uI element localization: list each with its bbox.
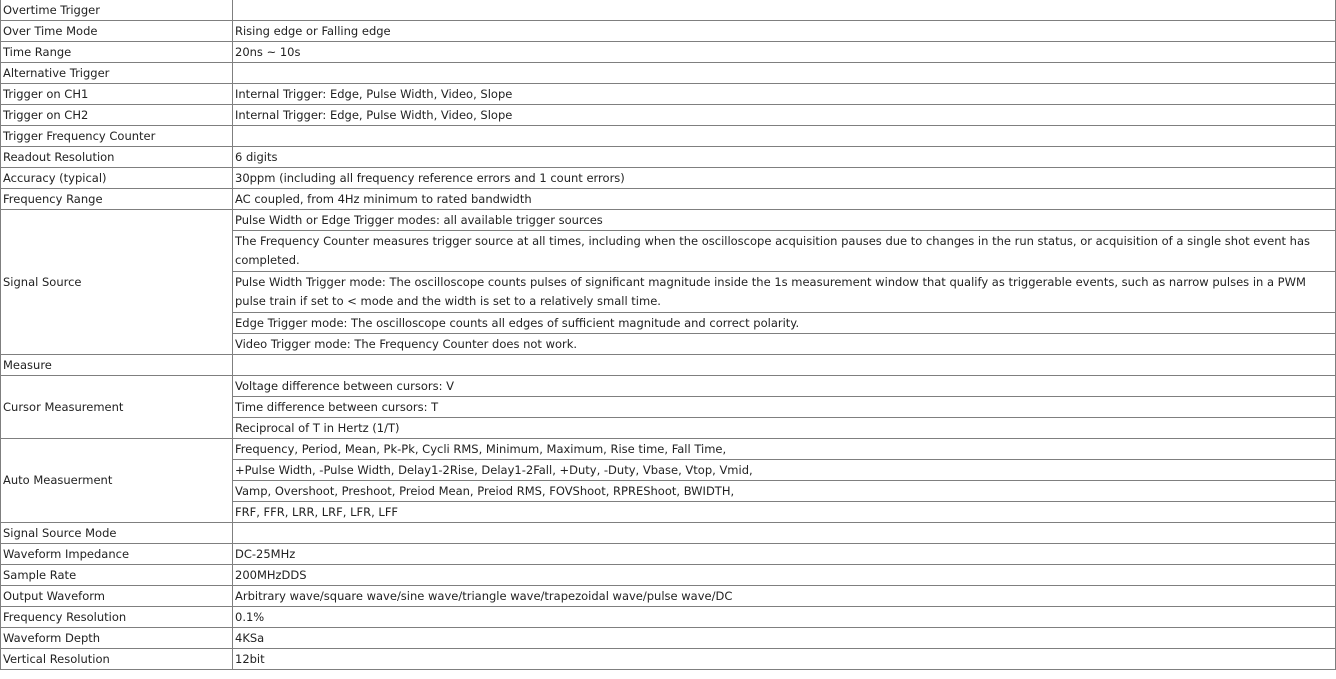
spec-label-cell: Time Range	[1, 42, 233, 63]
spec-label-cell: Cursor Measurement	[1, 376, 233, 439]
table-row	[1, 544, 1336, 565]
spec-value-cell: AC coupled, from 4Hz minimum to rated bandwidth	[233, 189, 1336, 210]
spec-value-cell: 12bit	[233, 649, 1336, 670]
spec-label-cell: Frequency Range	[1, 189, 233, 210]
spec-label-cell: Trigger on CH1	[1, 84, 233, 105]
spec-label-cell: Trigger on CH2	[1, 105, 233, 126]
spec-value-cell: Reciprocal of T in Hertz (1/T)	[233, 418, 1336, 439]
table-row	[1, 147, 1336, 168]
spec-value-cell: Rising edge or Falling edge	[233, 21, 1336, 42]
spec-value-cell: Pulse Width or Edge Trigger modes: all available trigger sources	[233, 210, 1336, 231]
spec-value-cell: 6 digits	[233, 147, 1336, 168]
spec-label-cell: Measure	[1, 355, 233, 376]
table-row	[1, 210, 1336, 231]
spec-label-cell: Output Waveform	[1, 586, 233, 607]
spec-label-cell: Readout Resolution	[1, 147, 233, 168]
spec-value-cell: 20ns ~ 10s	[233, 42, 1336, 63]
table-row	[1, 376, 1336, 397]
spec-label-cell: Accuracy (typical)	[1, 168, 233, 189]
spec-value-cell: Time difference between cursors: T	[233, 397, 1336, 418]
table-row	[1, 63, 1336, 84]
table-row	[1, 355, 1336, 376]
spec-value-cell: Vamp, Overshoot, Preshoot, Preiod Mean, Preiod RMS, FOVShoot, RPREShoot, BWIDTH,	[233, 481, 1336, 502]
spec-label-cell: Vertical Resolution	[1, 649, 233, 670]
spec-value-cell	[233, 355, 1336, 376]
spec-value-cell: Pulse Width Trigger mode: The oscilloscope counts pulses of significant magnitude inside the 1s measurement window that qualify as triggerable events, such as narrow pulses in a PWM pulse train if set to < mode and the width is set to a relatively small time.	[233, 272, 1336, 313]
spec-value-cell: Internal Trigger: Edge, Pulse Width, Video, Slope	[233, 105, 1336, 126]
spec-label-cell: Signal Source Mode	[1, 523, 233, 544]
spec-value-cell: Voltage difference between cursors: V	[233, 376, 1336, 397]
table-row	[1, 586, 1336, 607]
spec-value-cell: Video Trigger mode: The Frequency Counter does not work.	[233, 334, 1336, 355]
spec-label-cell: Waveform Depth	[1, 628, 233, 649]
spec-label-cell: Over Time Mode	[1, 21, 233, 42]
spec-value-cell	[233, 523, 1336, 544]
table-row	[1, 565, 1336, 586]
spec-label-cell: Sample Rate	[1, 565, 233, 586]
table-row	[1, 168, 1336, 189]
table-row	[1, 523, 1336, 544]
spec-value-cell: FRF, FFR, LRR, LRF, LFR, LFF	[233, 502, 1336, 523]
spec-value-cell: 200MHzDDS	[233, 565, 1336, 586]
spec-label-cell: Alternative Trigger	[1, 63, 233, 84]
table-row	[1, 628, 1336, 649]
spec-value-cell	[233, 126, 1336, 147]
spec-label-cell: Frequency Resolution	[1, 607, 233, 628]
spec-value-cell: 0.1%	[233, 607, 1336, 628]
table-row	[1, 84, 1336, 105]
table-row	[1, 105, 1336, 126]
table-row	[1, 0, 1336, 21]
spec-label-cell: Overtime Trigger	[1, 0, 233, 21]
spec-value-cell: +Pulse Width, -Pulse Width, Delay1-2Rise, Delay1-2Fall, +Duty, -Duty, Vbase, Vtop, Vmid,	[233, 460, 1336, 481]
spec-value-cell: The Frequency Counter measures trigger source at all times, including when the oscilloscope acquisition pauses due to changes in the run status, or acquisition of a single shot event has completed.	[233, 231, 1336, 272]
spec-value-cell: Arbitrary wave/square wave/sine wave/triangle wave/trapezoidal wave/pulse wave/DC	[233, 586, 1336, 607]
spec-value-cell: DC-25MHz	[233, 544, 1336, 565]
spec-value-cell: 4KSa	[233, 628, 1336, 649]
spec-label-cell: Trigger Frequency Counter	[1, 126, 233, 147]
spec-value-cell: Frequency, Period, Mean, Pk-Pk, Cycli RMS, Minimum, Maximum, Rise time, Fall Time,	[233, 439, 1336, 460]
spec-value-cell: Internal Trigger: Edge, Pulse Width, Video, Slope	[233, 84, 1336, 105]
table-row	[1, 189, 1336, 210]
spec-label-cell: Signal Source	[1, 210, 233, 355]
spec-value-cell	[233, 63, 1336, 84]
spec-value-cell	[233, 0, 1336, 21]
spec-value-cell: Edge Trigger mode: The oscilloscope counts all edges of sufficient magnitude and correct polarity.	[233, 313, 1336, 334]
table-row	[1, 126, 1336, 147]
spec-label-cell: Waveform Impedance	[1, 544, 233, 565]
table-row	[1, 21, 1336, 42]
spec-table-body	[1, 0, 1336, 670]
spec-label-cell: Auto Measuerment	[1, 439, 233, 523]
table-row	[1, 607, 1336, 628]
table-row	[1, 42, 1336, 63]
spec-value-cell: 30ppm (including all frequency reference errors and 1 count errors)	[233, 168, 1336, 189]
table-row	[1, 649, 1336, 670]
table-row	[1, 439, 1336, 460]
